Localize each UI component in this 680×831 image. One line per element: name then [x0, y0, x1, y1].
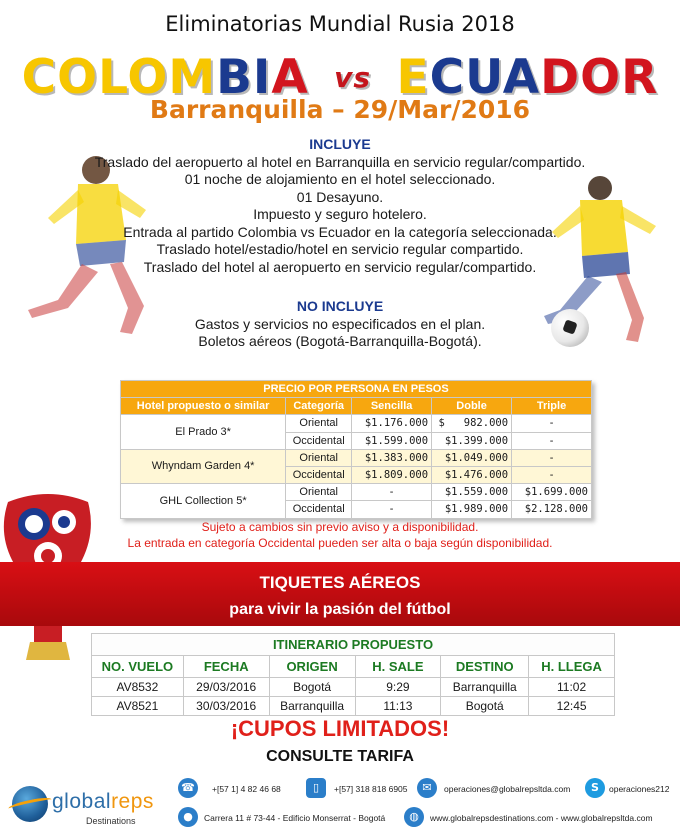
sencilla-cell: $1.599.000 [352, 432, 432, 449]
flight-date: 30/03/2016 [183, 697, 269, 716]
logo-accent-text: reps [111, 790, 154, 813]
triple-cell: - [512, 449, 592, 466]
price-header-triple: Triple [512, 398, 592, 415]
table-row [92, 697, 615, 716]
itinerary-header-fecha: FECHA [183, 656, 269, 678]
page-title: Eliminatorias Mundial Rusia 2018 [165, 12, 515, 36]
email-icon: ✉ [417, 778, 437, 798]
itinerary-container [91, 633, 615, 716]
incluye-item: Traslado del aeropuerto al hotel en Barranquilla en servicio regular/compartido. [94, 153, 586, 170]
hotel-name: El Prado 3* [121, 415, 286, 449]
price-header-doble: Doble [432, 398, 512, 415]
price-table-container [120, 380, 592, 519]
itinerary-header-origen: ORIGEN [269, 656, 355, 678]
doble-cell: $1.989.000 [432, 501, 512, 518]
itinerary-header-vuelo: NO. VUELO [92, 656, 184, 678]
categoria-cell: Occidental [286, 466, 352, 483]
mobile-icon: ▯ [306, 778, 326, 798]
no-incluye-item: Boletos aéreos (Bogotá-Barranquilla-Bogotá). [198, 333, 482, 349]
flight-number: AV8521 [92, 697, 184, 716]
no-incluye-heading: NO INCLUYE [296, 298, 384, 314]
web-links[interactable]: www.globalrepsdestinations.com - www.globalrepsltda.com [430, 813, 653, 823]
hotel-name: GHL Collection 5* [121, 484, 286, 518]
consulte-tarifa: CONSULTE TARIFA [266, 748, 414, 765]
tiquetes-banner [0, 562, 680, 626]
categoria-cell: Oriental [286, 415, 352, 432]
itinerary-caption: ITINERARIO PROPUESTO [92, 634, 615, 656]
incluye-item: Entrada al partido Colombia vs Ecuador en la categoría seleccionada. [123, 223, 557, 240]
flight-destination: Bogotá [441, 697, 529, 716]
incluye-item: 01 Desayuno. [296, 188, 384, 205]
table-row [121, 449, 592, 466]
note-line: La entrada en categoría Occidental pueden ser alta o baja según disponibilidad. [127, 535, 553, 550]
doble-cell: $1.559.000 [432, 484, 512, 501]
itinerary-header-sale: H. SALE [355, 656, 441, 678]
incluye-item: Traslado hotel/estadio/hotel en servicio regular compartido. [156, 241, 524, 257]
incluye-section [0, 136, 680, 276]
logo-main-text: global [52, 790, 112, 813]
categoria-cell: Oriental [286, 449, 352, 466]
vs-label: vs [334, 61, 372, 94]
flight-arrival: 11:02 [529, 678, 615, 697]
incluye-item: Traslado del hotel al aeropuerto en servicio regular/compartido. [143, 258, 537, 275]
flight-date: 29/03/2016 [183, 678, 269, 697]
categoria-cell: Occidental [286, 432, 352, 449]
sencilla-cell: $1.176.000 [352, 415, 432, 432]
no-incluye-item: Gastos y servicios no especificados en el plan. [194, 315, 486, 332]
sencilla-cell: $1.383.000 [352, 449, 432, 466]
no-incluye-section [0, 298, 680, 351]
incluye-item: 01 noche de alojamiento en el hotel seleccionado. [184, 171, 496, 187]
flight-destination: Barranquilla [441, 678, 529, 697]
email-link[interactable]: operaciones@globalrepsltda.com [444, 784, 571, 794]
price-table-caption: PRECIO POR PERSONA EN PESOS [121, 381, 592, 398]
team1-part-3: A [271, 50, 309, 105]
location-icon: ● [178, 807, 198, 827]
flight-departure: 11:13 [355, 697, 441, 716]
triple-cell: - [512, 415, 592, 432]
price-notes [0, 520, 680, 551]
table-row [121, 484, 592, 501]
team2-part-2: CUA [429, 50, 541, 105]
flight-number: AV8532 [92, 678, 184, 697]
triple-cell: - [512, 432, 592, 449]
doble-cell: $ 982.000 [432, 415, 512, 432]
triple-cell: $2.128.000 [512, 501, 592, 518]
team1-part-2: BI [216, 50, 272, 105]
incluye-heading: INCLUYE [309, 136, 371, 152]
itinerary-header-destino: DESTINO [441, 656, 529, 678]
price-table [120, 380, 592, 519]
table-row [92, 678, 615, 697]
team2-part-3: DOR [540, 50, 659, 105]
flight-arrival: 12:45 [529, 697, 615, 716]
address-text: Carrera 11 # 73-44 - Edificio Monserrat - Bogotá [204, 813, 386, 823]
globalreps-logo[interactable] [12, 784, 172, 824]
incluye-item: Impuesto y seguro hotelero. [253, 206, 427, 222]
team2-part-1: E [396, 50, 430, 105]
flight-departure: 9:29 [355, 678, 441, 697]
sencilla-cell: - [352, 501, 432, 518]
flight-origin: Bogotá [269, 678, 355, 697]
hotel-name: Whyndam Garden 4* [121, 449, 286, 483]
doble-cell: $1.399.000 [432, 432, 512, 449]
note-line: Sujeto a cambios sin previo aviso y a disponibilidad. [201, 520, 479, 534]
triple-cell: $1.699.000 [512, 484, 592, 501]
triple-cell: - [512, 466, 592, 483]
categoria-cell: Oriental [286, 484, 352, 501]
skype-id[interactable]: operaciones212 [609, 784, 670, 794]
price-header-hotel: Hotel propuesto o similar [121, 398, 286, 415]
doble-cell: $1.049.000 [432, 449, 512, 466]
footer [0, 772, 680, 831]
phone-icon: ☎ [178, 778, 198, 798]
cupos-limitados: ¡CUPOS LIMITADOS! [230, 716, 450, 741]
banner-title: TIQUETES AÉREOS [259, 573, 421, 592]
doble-cell: $1.476.000 [432, 466, 512, 483]
sencilla-cell: - [352, 484, 432, 501]
phone-number[interactable]: +[57 1] 4 82 46 68 [212, 784, 281, 794]
price-header-categoria: Categoría [286, 398, 352, 415]
mobile-number[interactable]: +[57] 318 818 6905 [334, 784, 408, 794]
logo-wordmark [52, 790, 154, 814]
web-icon: ◍ [404, 807, 424, 827]
logo-subtitle: Destinations [86, 816, 136, 826]
team1-part-1: COLOM [21, 50, 217, 105]
sencilla-cell: $1.809.000 [352, 466, 432, 483]
flight-origin: Barranquilla [269, 697, 355, 716]
itinerary-header-llega: H. LLEGA [529, 656, 615, 678]
price-header-sencilla: Sencilla [352, 398, 432, 415]
table-row [121, 415, 592, 432]
skype-icon: S [585, 778, 605, 798]
banner-subtitle: para vivir la pasión del fútbol [229, 601, 451, 618]
place-date: Barranquilla – 29/Mar/2016 [149, 95, 531, 124]
categoria-cell: Occidental [286, 501, 352, 518]
itinerary-table [91, 633, 615, 716]
